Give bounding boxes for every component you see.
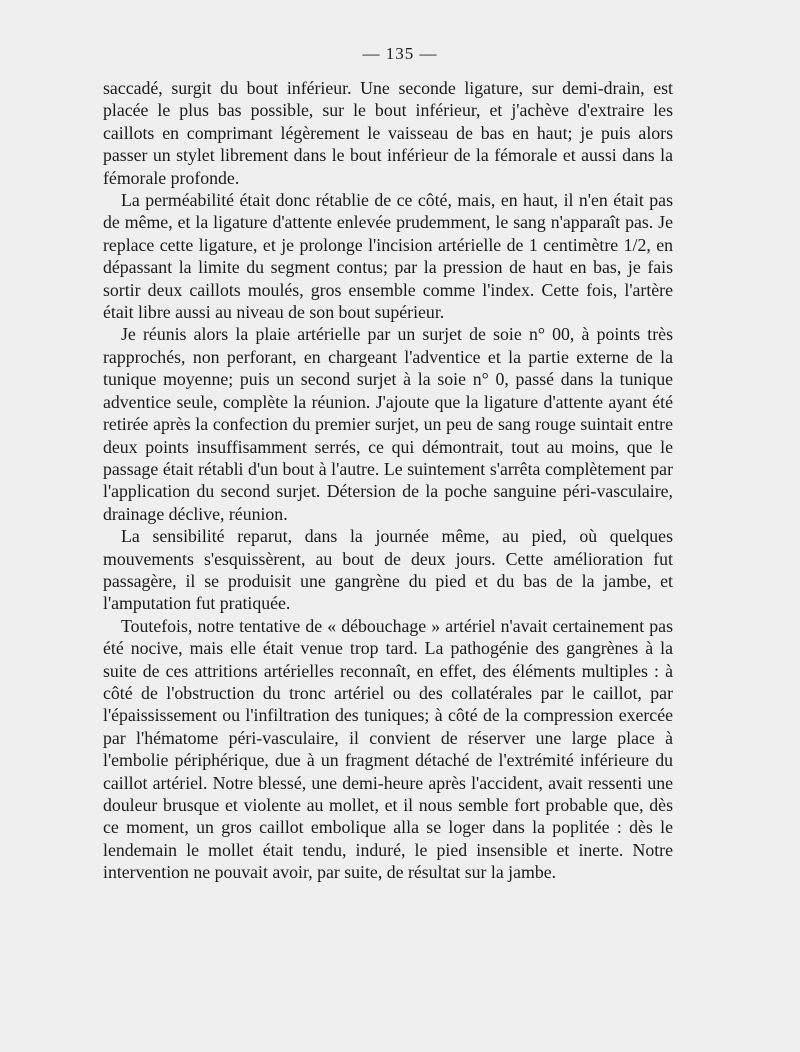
paragraph-2: La perméabilité était donc rétablie de ce côté, mais, en haut, il n'en était pas de même, et la ligature d'attente enlevée prudemment, le sang n'apparaît pas. Je replace cette ligature, et je prolonge l'incision artérielle de 1 centimètre 1/2, en dépassant la limite du segment contus; par la pression de haut en bas, je fais sortir deux caillots moulés, gros ensemble comme l'index. Cette fois, l'artère était libre aussi au niveau de son bout supérieur. [103, 190, 673, 323]
body-text [103, 77, 673, 884]
paragraph-5: Toutefois, notre tentative de « débouchage » artériel n'avait certainement pas été nocive, mais elle était venue trop tard. La pathogénie des gangrènes à la suite de ces attritions artérielles reconnaît, en effet, des éléments multiples : à côté de l'obstruction du tronc artériel ou des collatérales par le caillot, par l'épaississement ou l'infiltration des tuniques; à côté de la compression exercée par l'hématome péri-vasculaire, il convient de réserver une large place à l'embolie périphérique, due à un fragment détaché de l'extrémité inférieure du caillot artériel. Notre blessé, une demi-heure après l'accident, avait ressenti une douleur brusque et violente au mollet, et il nous semble fort probable que, dès ce moment, un gros caillot embolique alla se loger dans la poplitée : dès le lendemain le mollet était tendu, induré, le pied insensible et inerte. Notre intervention ne pouvait avoir, par suite, de résultat sur la jambe. [103, 615, 673, 883]
paragraph-4: La sensibilité reparut, dans la journée même, au pied, où quelques mouvements s'esquissèrent, au bout de deux jours. Cette amélioration fut passagère, il se produisit une gangrène du pied et du bas de la jambe, et l'amputation fut pratiquée. [103, 526, 673, 614]
paragraph-3: Je réunis alors la plaie artérielle par un surjet de soie n° 00, à points très rapprochés, non perforant, en chargeant l'adventice et la partie externe de la tunique moyenne; puis un second surjet à la soie n° 0, passé dans la tunique adventice seule, complète la réunion. J'ajoute que la ligature d'attente ayant été retirée après la confection du premier surjet, un peu de sang rouge suintait entre deux points insuffisamment serrés, ce qui démontrait, tout au moins, que le passage était rétabli d'un bout à l'autre. Le suintement s'arrêta complètement par l'application du second surjet. Détersion de la poche sanguine péri-vasculaire, drainage déclive, réunion. [103, 324, 673, 524]
paragraph-1: saccadé, surgit du bout inférieur. Une seconde ligature, sur demi-drain, est placée le plus bas possible, sur le bout inférieur, et j'achève d'extraire les caillots en comprimant légèrement le vaisseau de bas en haut; je puis alors passer un stylet librement dans le bout inférieur de la fémorale et aussi dans la fémorale profonde. [103, 78, 673, 188]
page-number: — 135 — [362, 44, 438, 63]
